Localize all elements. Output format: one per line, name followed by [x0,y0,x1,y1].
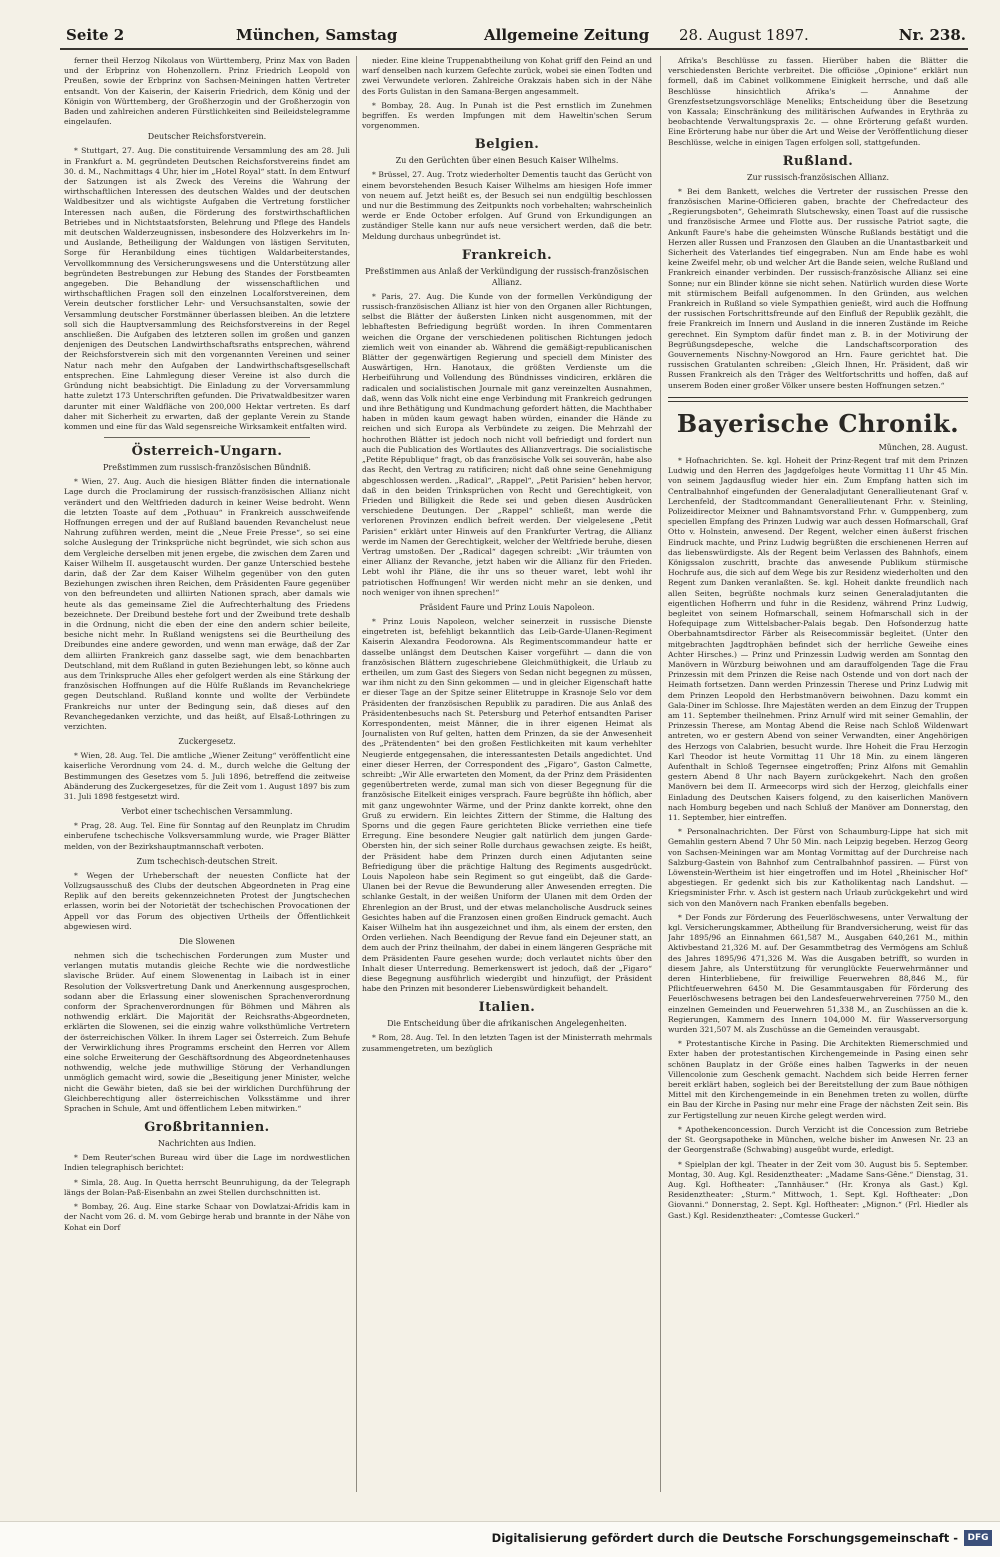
article-text: * Rom, 28. Aug. Tel. In den letzten Tagen ist der Ministerrath mehrmals zusammengetreten, um bezüglich [362,1033,652,1053]
section-subheading: Zum tschechisch-deutschen Streit. [136,856,278,866]
article-text: * Brüssel, 27. Aug. Trotz wiederholter Dementis taucht das Gerücht von einem bevorstehenden Besuch Kaiser Wilhelms am hiesigen Hofe immer von neuem auf. Jetzt heißt es, der Besuch sei nun endgültig beschlossen und nur die Bestimmung des Zeitpunkts noch vorbehalten; wahrscheinlich werde er Ende October erfolgen. Auf Grund von Erkundigungen an zuständiger Stelle kann nur aufs neue versichert werden, daß die betr. Meldung durchaus unbegründet ist. [362,170,652,241]
section-subheading: Preßstimmen aus Anlaß der Verkündigung der russisch-französischen Allianz. [365,266,649,287]
article-text: * Wien, 28. Aug. Tel. Die amtliche „Wiener Zeitung“ veröffentlicht eine kaiserliche Verordnung vom 24. d. M., durch welche die Geltung der Bestimmungen des Gesetzes vom 5. Juli 1896, betreffend die zeitweise Abänderung des Zuckergesetzes, für die Zeit vom 1. August 1897 bis zum 31. Juli 1898 festgesetzt wird. [64,751,350,801]
article-text: * Wien, 27. Aug. Auch die hiesigen Blätter finden die internationale Lage durch die Proclamirung der russisch-französischen Allianz nicht verändert und den Weltfrieden dadurch in keiner Weise bedroht. Wenn die letzten Toaste auf dem „Pothuau“ in Frankreich ausschweifende Hoffnungen erregen und der auf Rußland bauenden Revanchelust neue Nahrung zuführen werden, meint die „Neue Freie Presse“, so sei eine solche Auslegung der Trinksprüche nicht begründet, wie sich schon aus dem Vergleiche derselben mit jenen ergebe, die zwischen dem Zaren und Kaiser Wilhelm II. ausgetauscht wurden. Der ganze Unterschied bestehe darin, daß der Zar dem Kaiser Wilhelm gegenüber von den guten Beziehungen zwischen ihren Reichen, dem Präsidenten Faure gegenüber von den befreundeten und alliirten Nationen sprach, aber damals wie heute als das gemeinsame Ziel die Aufrechterhaltung des Friedens bezeichnete. Der Dreibund bestehe fort und der Zweibund trete deshalb in die Ordnung, nicht die eben der eine den andern schier beileite, besiche nicht mehr. In Rußland wenigstens sei die Beurtheilung des Dreibundes eine andere geworden, und wenn man erwäge, daß der Zar dem alliirten Frankreich ganz dasselbe sagt, wie dem benachbarten Deutschland, mit dem Rußland in guten Beziehungen lebt, so könne auch aus dem Trinkspruche Alles eher gefolgert werden als eine Stärkung der französischen Hoffnungen auf die Hülfe Rußlands im Revanchekriege gegen Deutschland. Rußland konnte und wollte der Verbündete Frankreichs nur unter der Bedingung sein, daß dieses auf den Revanchegedanken verzichte, und das heißt, auf Elsaß-Lothringen zu verzichten. [64,477,350,731]
article-text: * Wegen der Urheberschaft der neuesten Conflicte hat der Vollzugsausschuß des Clubs der deutschen Abgeordneten in Prag eine Replik auf den bereits gekennzeichneten Protest der Jungtschechen erlassen, worin bei der Notorietät der tschechischen Provocationen der Appell vor das Forum des objectiven Urtheils der Öffentlichkeit abgewiesen wird. [64,870,350,931]
article-text: * Personalnachrichten. Der Fürst von Schaumburg-Lippe hat sich mit Gemahlin gestern Abend 7 Uhr 50 Min. nach Leipzig begeben. Herzog Georg von Sachsen-Meiningen war am Montag Vormittag auf der Durchreise nach Salzburg-Gastein von Bahnhof zum Centralbahnhof passiren. — Fürst von Löwenstein-Wertheim ist hier eingetroffen und im Hotel „Rheinischer Hof“ abgestiegen. Er gedenkt sich bis zur Katholikentag nach Landshut. — Kriegsminister Frhr. v. Asch ist gestern nach Urlaub zurückgekehrt und wird sich von den Manövern nach Franken ebenfalls begeben. [668,827,968,908]
section-subheading: Zuckergesetz. [178,737,236,747]
double-rule [668,397,968,402]
section-subheading: Zur russisch-französischen Allianz. [747,172,889,182]
column-1 [64,56,350,1496]
article-text: * Spielplan der kgl. Theater in der Zeit vom 30. August bis 5. September. Montag, 30. Aug. Kgl. Residenztheater: „Madame Sans-Gêne.“ Dienstag, 31. Aug. Kgl. Hoftheater: „Tannhäuser.“ (Hr. Kronya als Gast.) Kgl. Residenztheater: „Sturm.“ Mittwoch, 1. Sept. Kgl. Hoftheater: „Don Giovanni.“ Donnerstag, 2. Sept. Kgl. Hoftheater: „Mignon.“ (Frl. Hiedler als Gast.) Kgl. Residenztheater: „Comtesse Guckerl.“ [668,1159,968,1220]
section-heading-chronik: Bayerische Chronik. [676,408,960,438]
newspaper-title: Allgemeine Zeitung [484,26,650,44]
article-text: * Bombay, 26. Aug. Eine starke Schaar von Dowlatzai-Afridis kam in der Nacht vom 26. d. M. vom Gebirge herab und brannte in der Nähe von Kohat ein Dorf [64,1202,350,1232]
section-subheading: Zu den Gerüchten über einen Besuch Kaiser Wilhelms. [395,156,619,166]
issue-date: 28. August 1897. [679,26,809,44]
section-subheading: Deutscher Reichsforstverein. [147,132,267,142]
section-heading: Österreich-Ungarn. [131,444,283,460]
article-text: * Dem Reuter'schen Bureau wird über die Lage im nordwestlichen Indien telegraphisch berichtet: [64,1153,350,1173]
dfg-logo: DFG [964,1530,992,1546]
article-text: nieder. Eine kleine Truppenabtheilung von Kohat griff den Feind an und warf denselben nach kurzem Gefechte zurück, wobei sie einen Todten und zwei Verwundete verloren. Zahlreiche Orakzais haben sich in der Nähe des Forts Gulistan in den Samana-Bergen angesammelt. [362,56,652,96]
section-subheading: Verbot einer tschechischen Versammlung. [121,807,293,817]
dateline: München, 28. August. [878,442,968,452]
divider [104,437,310,438]
article-text: * Paris, 27. Aug. Die Kunde von der formellen Verkündigung der russisch-französischen Allianz ist hier von den Organen aller Richtungen, selbst die Blätter der äußersten Linken nicht ausgenommen, mit der lebhaftesten Befriedigung begrüßt worden. In ihren Commentaren weichen die Organe der verschiedenen politischen Richtungen jedoch ziemlich weit von einander ab. Während die gemäßigt-republicanischen Blätter der gegenwärtigen Regierung und speciell dem Minister des Auswärtigen, Hrn. Hanotaux, die größten Verdienste um die Herbeiführung und Vollendung des Bündnisses vindiciren, erklären die radicalen und socialistischen Journale mit ganz vereinzelten Ausnahmen, daß, wenn das Volk nicht eine enge Verbindung mit Frankreich gedrungen und ihre Bethätigung und Kundmachung gefordert hätten, die Machthaber haben in müden kaum gewagt haben würden, einander die Hände zu reichen und sich Europa als Verbündete zu zeigen. Die Mehrzahl der hochrothen Blätter ist jedoch noch nicht voll befriedigt und fordert nun auch die Publication des Wortlautes des Allianzvertrags. Die socialistische „Petite République“ fragt, ob das französische Volk sei souverän, habe also das Recht, den Vertrag zu ratificiren; nicht daß ohne seine Genehmigung abgeschlossen werden. „Radical“, „Rappel“, „Petit Parisien“ heben hervor, daß in den beiden Trinksprüchen von Recht und Gerechtigkeit, von Frieden und Billigkeit die Rede sei und geben diesen Ausdrücken verschiedene Deutungen. Der „Rappel“ schließt, man werde die verlorenen Provinzen endlich befreit werden. Der vielgelesene „Petit Parisien“ erklärt unter Hinweis auf den Frankfurter Vertrag, die Allianz werde im Namen der Gerechtigkeit, welcher der Weltfriede beruhe, diesen Vertrag umstoßen. Der „Radical“ dagegen schreibt: „Wir träumten von einer Allianz der Revanche, jetzt haben wir die Allianz für den Frieden. Lebt wohl ihr Pläne, die ihr uns so theuer waret, lebt wohl ihr patriotischen Hoffnungen! Wir werden nicht mehr an sie denken, und noch weniger von ihnen sprechen!“ [362,291,652,597]
section-heading: Rußland. [782,153,854,169]
article-text: * Prinz Louis Napoleon, welcher seinerzeit in russische Dienste eingetreten ist, befehligt bekanntlich das Leib-Garde-Ulanen-Regiment Kaiserin Alexandra Feodorowna. Als Regimentscommandeur hatte er dasselbe unlängst dem Deutschen Kaiser vorgeführt — dann die von französischen Blättern zugeschriebene Gleichmüthigkeit, die Urlaub zu ertheilen, um zum Gast des Siegers von Sedan nicht begegnen zu müssen, war ihm nicht zu den Sinn gekommen — und in gleicher Eigenschaft hatte er dieser Tage an der Spitze seiner Elitetruppe in Krasnoje Selo vor dem Präsidenten der französischen Republik zu paradiren. Die aus Anlaß des Präsidentenbesuchs nach St. Petersburg und Peterhof entsandten Pariser Korrespondenten, meist Männer, die in ihrer eigenen Heimat als Journalisten von Ruf gelten, hatten dem Prinzen, da sie der Anwesenheit des „Prätendenten“ bei den großen Festlichkeiten mit kaum verhehlter Neugierde entgegensahen, die interessantesten Details angedichtet. Und einer dieser Herren, der Correspondent des „Figaro“, Gaston Calmette, schreibt: „Wir Alle erwarteten den Moment, da der Prinz dem Präsidenten gegenübertreten werde, zumal man sich von dieser Begegnung für die französische Eitelkeit einiges versprach. Faure begrüßte ihn höflich, aber mit ganz ungewohnter Wärme, und der Prinz dankte korrekt, ohne den Gruß zu erwidern. Ein leichtes Zittern der Stimme, die Haltung des Sporns und die gegen Faure gerichteten Blicke verriethen eine tiefe Erregung. Eine besondere Neugier galt natürlich dem jungen Garde-Obersten hin, der sich seiner Rolle durchaus gewachsen zeigte. Es heißt, der Präsident habe dem Prinzen durch einen Adjutanten seine Befriedigung über die prächtige Haltung des Regiments ausgedrückt. Louis Napoleon habe sein Regiment so gut eingeübt, daß die Garde-Ulanen bei der Revue die Bewunderung aller Anwesenden erregten. Die schlanke Gestalt, in der weißen Uniform der Ulanen mit dem Orden der Ehrenlegion an der Brust, und der etwas melancholische Ausdruck seines Gesichtes haben auf die Franzosen einen großen Eindruck gemacht. Auch Kaiser Wilhelm hat ihn ausgezeichnet und ihm, als einem der ersten, den Orden verliehen. Nach Beendigung der Revue fand ein Dejeuner statt, an dem auch der Prinz theilnahm, der dabei in einem längeren Gespräche mit dem Präsidenten Faure gesehen wurde; doch verlautet nichts über den Inhalt dieser Unterredung. Bemerkenswert ist jedoch, daß der „Figaro“ diese Begegnung ausführlich wiedergibt und hinzufügt, der Präsident habe den Prinzen mit besonderer Liebenswürdigkeit behandelt. [362,616,652,994]
section-heading: Italien. [478,1000,536,1016]
page-number: Seite 2 [66,26,125,44]
section-subheading: Preßstimmen zum russisch-französischen Bündniß. [103,463,311,473]
section-heading: Belgien. [474,137,540,153]
article-text: * Bei dem Bankett, welches die Vertreter der russischen Presse den französischen Marine-Officieren gaben, brachte der Chefredacteur des „Regierungsboten“, Geheimrath Slutschewsky, einen Toast auf die russische und französische Armee und Flotte aus. Der russische Patriot sagte, die Ankunft Faure's habe die geheimsten Wünsche Rußlands bestätigt und die Herzen aller Russen und Franzosen den Glauben an die Unantastbarkeit und Sicherheit des Vaterlandes tief eingegraben. Nun am Ende habe es wohl keine Zweifel mehr, ob und welcher Art die Bande seien, welche Rußland und Frankreich einander verbinden. Der russisch-französische Allianz sei eine Sonne; nur ein Blinder könne sie nicht sehen. Natürlich wurden diese Worte mit stürmischem Beifall aufgenommen. In den Gründen, aus welchen Frankreich in Rußland so viele Sympathien genießt, wird auch die Hoffnung der russischen Fortschrittsfreunde auf den Einfluß der Republik gezählt, die freie Frankreich im Innern und Ausland in die inneren Zustände im Reiche gerechnet. Ein Symptom dafür findet man z. B. in der Motivirung der Begrüßungsdepesche, welche die Landschaftscorporation des Gouvernements Nischny-Nowgorod an Hrn. Faure gerichtet hat. Die russischen Gratulanten schreiben: „Gleich Ihnen, Hr. Präsident, daß wir Russen Frankreich als den Träger des Weltfortschritts und hoffen, daß auf unserem Boden einer großer Völker unsere besten Hoffnungen setzen.“ [668,186,968,390]
article-text: nehmen sich die tschechischen Forderungen zum Muster und verlangen mutatis mutandis gleiche Rechte wie die nordwestliche slavische Brüder. Auf einem Slowenentag in Laibach ist in einer Resolution der Volksvertretung Dank und Anerkennung ausgesprochen, sodann aber die Erlassung einer slowenischen Sprachenverordnung conform der Sprachenverordnungen für Böhmen und Mähren als nothwendig erklärt. Die Majorität der Reichsraths-Abgeordneten, erklärten die Slowenen, sei die einzig wahre volksthümliche Vertretern der österreichischen Völker. In ihrem Lager sei Österreich. Zum Behufe der Verwirklichung ihres Programms erscheint den Herren vor Allem eine solche Erweiterung der Geschäftsordnung des Abgeordnetenhauses nothwendig, welche jede muthwillige Störung der Verhandlungen unmöglich gemacht wird, sowie die „Beseitigung jener Minister, welche nicht die Gewähr bieten, daß sie bei der wirklichen Durchführung der Gleichberechtigung aller österreichischen Volksstämme und ihrer Sprachen in Schule, Amt und öffentlichem Leben mitwirken.“ [64,951,350,1114]
page-header [66,26,966,46]
article-text: * Apothekenconcession. Durch Verzicht ist die Concession zum Betriebe der St. Georgsapotheke in München, welche bisher im Anwesen Nr. 23 an der Georgenstraße (Schwabing) ausgeübt wurde, erledigt. [668,1124,968,1155]
article-text: * Bombay, 28. Aug. In Punah ist die Pest ernstlich im Zunehmen begriffen. Es werden Impfungen mit dem Haweltin'schen Serum vorgenommen. [362,100,652,131]
funding-note: Digitalisierung gefördert durch die Deutsche Forschungsgemeinschaft - [491,1531,958,1545]
article-text: * Protestantische Kirche in Pasing. Die Architekten Riemerschmied und Exter haben der protestantischen Kirchengemeinde in Pasing einen sehr schönen Bauplatz in der Größe eines halben Tagwerks in der neuen Villencolonie zum Geschenk gemacht. Nachdem sich beide Herren ferner bereit erklärt haben, sogleich bei der Bereitstellung der zum Baue nöthigen Mittel mit den Kirchengemeinde in ein Benehmen treten zu wollen, dürfte ein Bau der Kirche in Pasing nur mehr eine Frage der nächsten Zeit sein. Bis zur Fertigstellung zur neuen Kirche gelegt werden wird. [668,1039,968,1120]
section-heading: Großbritannien. [144,1120,270,1136]
city-day: München, Samstag [236,26,398,44]
article-text: * Hofnachrichten. Se. kgl. Hoheit der Prinz-Regent traf mit dem Prinzen Ludwig und den Herren des Jagdgefolges heute Vormittag 11 Uhr 45 Min. von seinem Jagdausflug wieder hier ein. Zum Empfang hatten sich im Centralbahnhof eingefunden der Generaladjutant Generallieutenant Graf v. Lerchenfeld, der Stadtcommandant Generallieutenant Frhr. v. Steinling, Polizeidirector Meixner und Bahnamtsvorstand Frhr. v. Gumppenberg, zum speciellen Empfang des Prinzen Ludwig war auch dessen Hofmarschall, Graf Otto v. Holnstein, anwesend. Der Regent, welcher einen äußerst frischen Eindruck machte, und Prinz Ludwig begrüßten die erschienenen Herren auf das liebenswürdigste. Als der Regent beim Verlassen des Bahnhofs, einem Königssalon zuschritt, brachte das anwesende Publikum stürmische Hochrufe aus, die sich auf dem Wege bis zur Residenz wiederholten und den Regent zum Danken veranlaßten. Se. kgl. Hoheit dankte freundlich nach allen Seiten, begrüßte nochmals kurz seinen Generaladjutanten die eigentlichen Hofherrn und fuhr in die Residenz, während Prinz Ludwig, begleitet von seinem Hofmarschall, seinem Hofmarschall sich in der Hofequipage zum Wittelsbacher-Palais begab. Den Hofsonderzug hatte Oberbahnamtsdirector Färber als Reisecommissär begleitet. (Unter den mitgebrachten Jagdtrophäen befindet sich der herrliche Geweihe eines Achter Hirsches.) — Prinz und Prinzessin Ludwig werden am Sonntag den Manövern in Würzburg beiwohnen und am darauffolgenden Tage die Frau Prinzessin mit dem Prinzen die Reise nach Ostende und von dort nach der Heimath fortsetzen. Dann werden Prinzessin Therese und Prinz Ludwig mit dem Prinzen Leopold den Herbstmanövern beiwohnen. Dazu kommt ein Gala-Diner im Schlosse. Ihre Majestäten werden an dem Einzug der Truppen am 11. September theilnehmen. Prinz Arnulf wird mit seiner Gemahlin, der Prinzessin Therese, am Montag Abend die Reise nach Schloß Wildenwart antreten, wo er gestern Abend von seiner Verwandten, einer Angehörigen des Herzogs von Calabrien, besucht wurde. Ihre Hoheit die Frau Herzogin Karl Theodor ist heute Vormittag 11 Uhr 18 Min. zu einem längeren Aufenthalt in Schloß Tegernsee eingetroffen; Prinz Alfons mit Gemahlin gestern Abend 8 Uhr nach Bayern zurückgekehrt. Nach den großen Manövern bei dem II. Armeecorps wird sich der Herzog, gleichfalls einer Einladung des Deutschen Kaisers folgend, zu den kaiserlichen Manövern nach Homburg begeben und nach Schluß der Manöver am Donnerstag, den 11. September, hier eintreffen. [668,455,968,822]
digitization-footer [0,1521,1000,1557]
section-subheading: Die Slowenen [179,937,235,947]
column-2 [362,56,652,1496]
column-divider [660,56,661,1492]
column-3 [668,56,968,1496]
issue-number: Nr. 238. [898,26,966,44]
section-subheading: Präsident Faure und Prinz Louis Napoleon. [419,602,595,612]
section-heading: Frankreich. [461,247,553,263]
column-divider [356,56,357,1492]
article-text: Afrika's Beschlüsse zu fassen. Hierüber haben die Blätter die verschiedensten Berichte verbreitet. Die officiöse „Opinione“ erklärt nun formell, daß im Cabinet vollkommene Einigkeit herrsche, und daß alle Beschlüsse hinsichtlich Afrika's — Annahme der Grenzfestsetzungsvorschläge Meneliks; Entscheidung über die Besetzung von Kassala; Einschränkung des militärischen Aufwandes in Erythräa zu beobachtende Verwaltungspraxis 2c. — ohne Erörterung gefaßt wurden. Eine Erörterung habe nur über die Art und Weise der Veröffentlichung dieser Beschlüsse, welche in einigen Tagen erfolgen soll, stattgefunden. [668,56,968,147]
section-subheading: Die Entscheidung über die afrikanischen Angelegenheiten. [387,1019,627,1029]
article-text: * Simla, 28. Aug. In Quetta herrscht Beunruhigung, da der Telegraph längs der Bolan-Paß-Eisenbahn an zwei Stellen durchschnitten ist. [64,1177,350,1197]
article-text: * Prag, 28. Aug. Tel. Eine für Sonntag auf den Reunplatz im Chrudim einberufene tschechische Volksversammlung wurde, wie Prager Blätter melden, von der Bezirkshauptmannschaft verboten. [64,821,350,851]
article-text: * Der Fonds zur Förderung des Feuerlöschwesens, unter Verwaltung der kgl. Versicherungskammer, Abtheilung für Brandversicherung, weist für das Jahr 1895/96 an Einnahmen 661,587 M., Ausgaben 640,261 M., mithin Aktivbestand 21,326 M. auf. Der Gesammtbetrag des Vermögens am Schluß des Jahres 1895/96 471,326 M. Was die Ausgaben betrifft, so wurden in diesem Jahre, als Unterstützung für verunglückte Feuerwehrmänner und deren Hinterbliebene, für freiwillige Feuerwehren 88,846 M., für Pflichtfeuerwehren 6450 M. Die Gesammtausgaben für Förderung des Feuerlöschwesens betragen bei den Landesfeuerwehrvereinen 7750 M., den einzelnen Gemeinden und Feuerwehren 51,338 M., an Zuschüssen an die k. Regierungen, Kammern des Innern 104,000 M. für Wasserversorgung wurden 321,507 M. als Zuschüsse an die Gemeinden verausgabt. [668,912,968,1035]
section-subheading: Nachrichten aus Indien. [157,1139,257,1149]
article-text: * Stuttgart, 27. Aug. Die constituirende Versammlung des am 28. Juli in Frankfurt a. M. gegründeten Deutschen Reichsforstvereins findet am 30. d. M., Nachmittags 4 Uhr, hier im „Hotel Royal“ statt. In dem Entwurf der Satzungen ist als Zweck des Vereins die Wahrung der wirthschaftlichen Interessen des deutschen Waldes und der deutschen Waldbesitzer und als wichtigste Aufgaben die Vertretung forstlicher Interessen nach außen, die Förderung des forstwirthschaftlichen Betriebes und in Nichtstaatsforsten, Belehrung und Pflege des Handels mit deutschen Walderzeugnissen, insbesondere des Holzverkehrs im In- und Auslande, Betheiligung der Waldungen von lästigen Servituten, Sorge für Heranbildung eines tüchtigen Waldarbeiterstandes, Vervollkommnung des Versicherungswesens und die Unterstützung aller begründeten Bestrebungen zur Hebung des Standes der Forstbeamten angegeben. Die Behandlung der wissenschaftlichen und wirthschaftlichen Fragen soll den einzelnen Localforstvereinen, dem Verein deutscher forstlicher Lehr- und Versuchsanstalten, sowie der Versammlung deutscher Forstmänner überlassen bleiben. An die letztere soll sich die Hauptversammlung des Reichsforstvereins in der Regel anschließen. Die Aufgaben des letzteren sollen im großen und ganzen denjenigen des Deutschen Landwirthschaftsraths entsprechen, während der Reichsforstverein sich mit den vorgenannten Vereinen und seiner Natur nach mehr den Aufgaben der Landwirthschaftsgesellschaft entsprechen. Eine Lahmlegung dieser Vereine ist also durch die Gründung nicht beabsichtigt. Die Einladung zu der Vorversammlung hatte zuletzt 173 Unterschriften gefunden. Die Privatwaldbesitzer waren darunter mit einer Waldfläche von 200,000 Hektar vertreten. Es darf daher mit Sicherheit zu erwarten, daß der geplante Verein zu Stande kommen und eine für das Wald segensreiche Wirksamkeit entfalten wird. [64,146,350,431]
article-text: ferner theil Herzog Nikolaus von Württemberg, Prinz Max von Baden und der Erbprinz von Hohenzollern. Prinz Friedrich Leopold von Preußen, sowie der Erbprinz von Sachsen-Meiningen hatten Vertreter entsandt. Von der Kaiserin, der Kaiserin Friedrich, dem König und der Königin von Württemberg, der Großherzogin und der Großherzogin von Baden und zahlreichen anderen Fürstlichkeiten sind Beileidstelegramme eingelaufen. [64,56,350,127]
header-rule [60,48,968,50]
